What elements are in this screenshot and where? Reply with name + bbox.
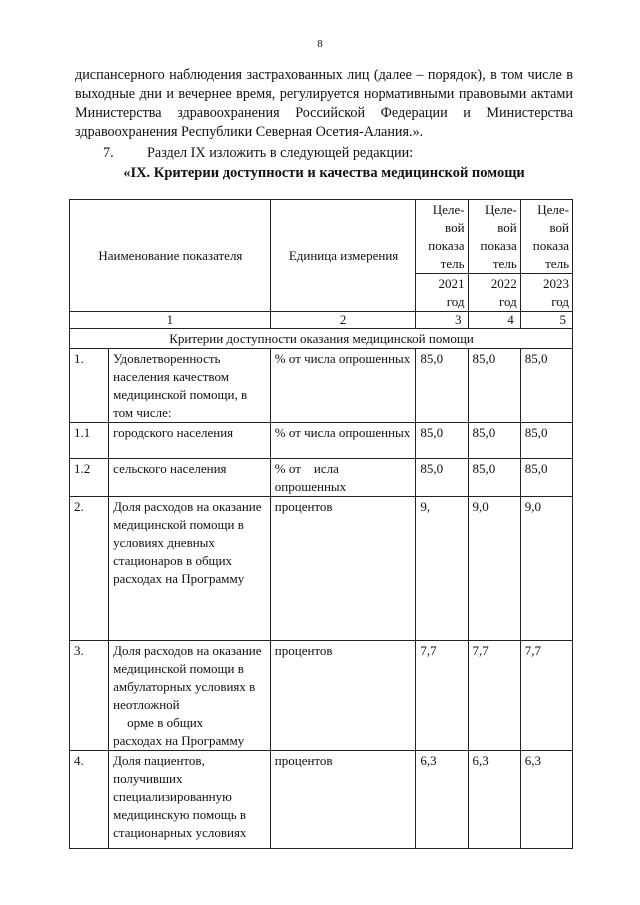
header-target-2023 <box>520 200 572 274</box>
row-indicator: Удовлетворенность населения качеством медицинской помощи, в том числе: <box>109 349 271 423</box>
row-indicator: Доля расходов на оказание медицинской помощи в условиях дневных стационаров в общих расходах на Программу <box>109 497 271 641</box>
row-number: 3. <box>70 641 109 751</box>
header-target-line: показа <box>532 238 569 253</box>
header-indicator-name: Наименование показателя <box>70 200 271 312</box>
row-value-2021: 9, <box>416 497 468 641</box>
table-row <box>70 349 573 423</box>
row-value-2021: 7,7 <box>416 641 468 751</box>
row-indicator: городского населения <box>109 423 271 459</box>
row-unit: процентов <box>270 497 416 641</box>
header-target-line: вой <box>497 220 517 235</box>
header-year-2023: 2023 год <box>520 274 572 312</box>
row-number: 1.1 <box>70 423 109 459</box>
header-target-line: Целе- <box>432 202 465 217</box>
row-indicator: Доля пациентов, получивших специализированную медицинскую помощь в стационарных условиях <box>109 751 271 849</box>
column-number: 1 <box>70 312 271 329</box>
row-value-2021: 85,0 <box>416 423 468 459</box>
row-value-2023: 85,0 <box>520 459 572 497</box>
table-row <box>70 751 573 849</box>
item-text: Раздел IX изложить в следующей редакции: <box>147 145 414 161</box>
row-unit: процентов <box>270 751 416 849</box>
header-target-line: показа <box>480 238 517 253</box>
header-target-line: тель <box>492 256 517 271</box>
row-number: 1. <box>70 349 109 423</box>
row-indicator: сельского населения <box>109 459 271 497</box>
row-number: 1.2 <box>70 459 109 497</box>
row-indicator-line: Доля расходов на оказание медицинской помощи в амбулаторных условиях в неотложной <box>113 643 262 712</box>
row-value-2022: 85,0 <box>468 349 520 423</box>
section-title: «IX. Критерии доступности и качества медицинской помощи <box>123 165 525 181</box>
column-number: 2 <box>270 312 416 329</box>
row-indicator-line: расходах на Программу <box>113 733 245 748</box>
row-value-2021: 6,3 <box>416 751 468 849</box>
row-value-2022: 85,0 <box>468 423 520 459</box>
row-value-2022: 85,0 <box>468 459 520 497</box>
header-target-line: вой <box>549 220 569 235</box>
row-unit: процентов <box>270 641 416 751</box>
header-target-2021 <box>416 200 468 274</box>
row-unit: % от исла опрошенных <box>270 459 416 497</box>
header-target-line: тель <box>545 256 569 271</box>
row-number: 2. <box>70 497 109 641</box>
row-value-2021: 85,0 <box>416 459 468 497</box>
header-target-line: вой <box>445 220 465 235</box>
row-value-2023: 85,0 <box>520 423 572 459</box>
table-row <box>70 423 573 459</box>
column-numbers-row <box>70 312 573 329</box>
page-number: 8 <box>317 38 323 50</box>
table-section-heading-row <box>70 329 573 349</box>
table-row <box>70 641 573 751</box>
row-value-2022: 7,7 <box>468 641 520 751</box>
row-value-2023: 6,3 <box>520 751 572 849</box>
header-target-line: Целе- <box>537 202 569 217</box>
row-unit: % от числа опрошенных <box>270 349 416 423</box>
body-paragraph: диспансерного наблюдения застрахованных лиц (далее – порядок), в том числе в выходные дни и вечернее время, регулируется нормативными правовыми актами Министерства здравоохранения Российской Федерации и Министерства здравоохранения Республики Северная Осетия-Алания.». <box>75 67 573 140</box>
table-row <box>70 459 573 497</box>
table-section-heading: Критерии доступности оказания медицинской помощи <box>70 329 573 349</box>
header-target-line: тель <box>440 256 465 271</box>
table-row <box>70 497 573 641</box>
table-header-row <box>70 200 573 274</box>
row-value-2023: 7,7 <box>520 641 572 751</box>
row-value-2021: 85,0 <box>416 349 468 423</box>
row-value-2023: 9,0 <box>520 497 572 641</box>
header-target-2022 <box>468 200 520 274</box>
item-number: 7. <box>103 145 114 161</box>
list-item-7 <box>103 144 413 163</box>
column-number: 4 <box>468 312 520 329</box>
column-number: 3 <box>416 312 468 329</box>
row-value-2022: 6,3 <box>468 751 520 849</box>
header-target-line: Целе- <box>485 202 517 217</box>
column-number: 5 <box>520 312 572 329</box>
header-target-line: показа <box>428 238 465 253</box>
header-year-2022: 2022 год <box>468 274 520 312</box>
row-indicator <box>109 641 271 751</box>
row-unit: % от числа опрошенных <box>270 423 416 459</box>
criteria-table <box>69 199 573 849</box>
header-unit: Единица измерения <box>270 200 416 312</box>
row-value-2023: 85,0 <box>520 349 572 423</box>
row-number: 4. <box>70 751 109 849</box>
header-year-2021: 2021 год <box>416 274 468 312</box>
row-indicator-line: орме в общих <box>127 715 204 730</box>
row-value-2022: 9,0 <box>468 497 520 641</box>
